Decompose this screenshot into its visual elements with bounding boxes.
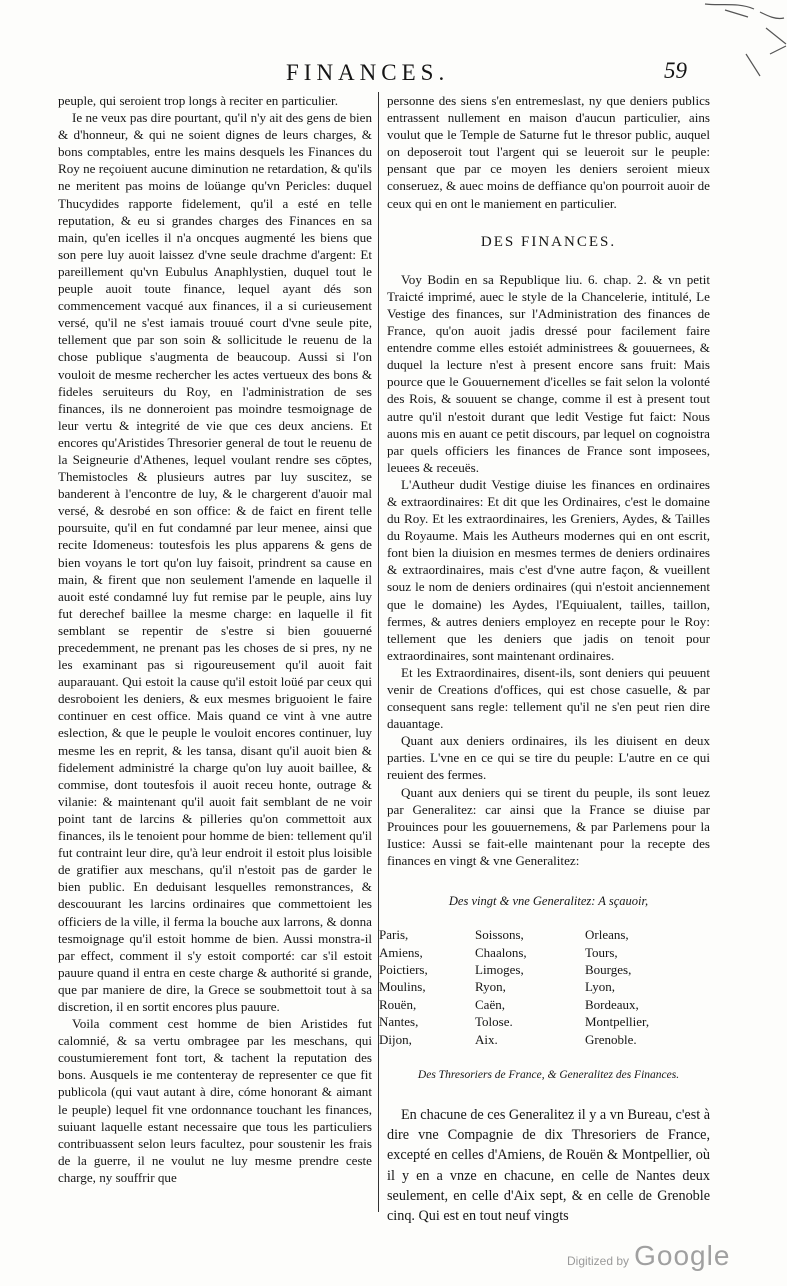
page-header <box>0 58 787 92</box>
right-column <box>379 92 711 1226</box>
list-item: Tolose. <box>475 1014 513 1030</box>
paragraph: Ie ne veux pas dire pourtant, qu'il n'y ait des gens de bien & d'honneur, & qui ne soient dignes de leurs charges, & bons comptables, entre les mains desquels les Finances du Roy ne reçoiuent aucune diminution ne retardation, & qu'ils ne meritent pas moins de loüange qu'vn Pericles: duquel Thucydides rapporte fidelement, qu'il a esté en telle reputation, & eu si grandes charges des Finances en sa main, qu'en icelles il n'a oncques augmenté les biens que son pere luy auoit laissez d'vne seule drachme d'argent: Et pareillement qu'vn Eubulus Anaphlystien, duquel tout le peuple auoit toute finance, lequel ayant dés son commencement vacqué aux finances, il a si curieusement versé, qu'il ne s'est iamais trouué court d'vne seule pite, tellement que par son soin & sollicitude le reuenu de la chose publique s'augmenta de beaucoup. Aussi si l'on vouloit de mesme rechercher les actes vertueux des bons & fideles seruiteurs du Roy, en l'administration de ses finances, ils ne donneroient pas moindre tesmoignage de leur vertu & integrité de vie que ces deux anciens. Et encores qu'Aristides Thresorier general de tout le reuenu de la Seigneurie d'Athenes, lequel voulant rendre ses cōptes, Themistocles & plusieurs autres par luy suscitez, se banderent à l'encontre de luy, & le chargerent d'auoir mal versé, & desrobé en son office: & de faict en firent telle poursuite, qu'il en fut condamné par leur menee, ainsi que recite Idomeneus: toutesfois les plus apparens & gens de bien voyans le tort qu'on luy faisoit, prindrent sa cause en main, & firent que non seulement l'amende en laquelle il auoit esté condamné luy fut remise par le peuple, ains luy fut derechef baillee la mesme charge: en laquelle il fit semblant se repentir de s'estre si bien gouuerné precedemment, ne prenant pas les choses de si pres, ny ne les examinant pas si rigoureusement qu'il auoit fait auparauant. Qui estoit la cause qu'il estoit loüé par ceux qui desroboient les deniers, & eux mesmes briguoient le faire continuer en cest office. Mais quand ce vint à vne autre eslection, & que le peuple le vouloit encores continuer, luy mesme les en reprit, & les tansa, disant qu'il auoit bien & fidelement administré la charge qu'on luy auoit baillee, & commise, dont toutesfois il auoit receu honte, outrage & vilanie: & maintenant qu'il auoit fait semblant de ne voir point tant de larcins & pilleries qu'on commettoit aux finances, ils le tenoient pour homme de bien: tellement qu'il fut contraint leur dire, qu'à leur endroit il estoit plus loisible de gratifier aux meschans, qu'il n'estoit pas de garder le bien public. En deduisant lesquelles remonstrances, & descouurant les larcins ordinaires que commettoient les officiers de la ville, il ferma la bouche aux larrons, & donna tesmoignage qu'il estoit homme de bien. Aussi monstra-il par effect, comment il s'y estoit comporté: car s'il estoit pauure quand il entra en ceste charge & authorité si grande, que par maniere de dire, la Grece se soubmettoit tout à sa discretion, il en sortit encores plus pauure. <box>58 110 372 1014</box>
list-item: Moulins, <box>379 979 426 995</box>
list-item: Orleans, <box>585 927 629 943</box>
paragraph: Voila comment cest homme de bien Aristides fut calomnié, & sa vertu ombragee par les meschans, qui coustumierement font tort, & tachent la reputation des bons. Ausquels ie me contenteray de representer ce que fit publicola (qui vaut autant à dire, cóme honorant & aimant le peuple) lequel fit vne ordonnance touchant les finances, suiuant laquelle estant necessaire que tous les particuliers contribuassent selon leurs facultez, pour soustenir les frais de la guerre, il ne voulut ne luy mesme prendre ceste charge, ny souffrir que <box>58 1016 372 1185</box>
list-item: Bourges, <box>585 961 632 977</box>
paragraph: Voy Bodin en sa Republique liu. 6. chap. 2. & vn petit Traicté imprimé, auec le style de la Chancelerie, intitulé, Le Vestige des finances, sur l'Administration des finances de France, qu'on auoit jadis dressé pour facilement faire entendre comme elles estoiét administrees & gouuernees, & duquel la lecture n'est à present encore sans fruit: Mais pource que le Gouuernement d'icelles se fait selon la volonté des Rois, & souuent se change, comme il est à present tout autre qu'il n'estoit durant que ledit Vestige fut faict: Nous auons mis en auant ce petit discours, par lequel on cognoistra par quels officiers les finances de France sont imposees, leuees & receuës. <box>387 271 710 475</box>
list-item: Amiens, <box>379 944 423 960</box>
list-item: Limoges, <box>475 961 524 977</box>
list-heading: Des vingt & vne Generalitez: A sçauoir, <box>448 894 649 909</box>
list-item: Lyon, <box>585 979 615 995</box>
paragraph: L'Autheur dudit Vestige diuise les finances en ordinaires & extraordinaires: Et dit que les Ordinaires, c'est le domaine du Roy. Et les extraordinaires, les Greniers, Aydes, & Tailles du Royaume. Mais les Autheurs modernes qui en ont escrit, font bien la diuision en mesmes termes de deniers ordinaires & extraordinaires, mais c'est d'vne autre façon, & vueillent souz le nom de deniers ordinaires (qui n'estoit anciennement que le domaine) les Aydes, l'Equiualent, tailles, taillon, fermes, & autres deniers employez en recepte pour le Roy: tellement que les deniers que jadis on tenoit pour extraordinaires, sont maintenant ordinaires. <box>387 476 710 663</box>
paragraph: En chacune de ces Generalitez il y a vn Bureau, c'est à dire vne Compagnie de dix Thresoriers de France, excepté en celles d'Amiens, de Rouën & Montpellier, où il y en a vnze en chacune, en celle de Nantes deux seulement, en celle d'Aix sept, & en celle de Grenoble cinq. Qui est en tout neuf vingts <box>387 1106 711 1224</box>
paragraph: peuple, qui seroient trop longs à reciter en particulier. <box>58 93 338 108</box>
running-title: FINANCES. <box>286 60 450 85</box>
watermark-brand: Google <box>634 1240 731 1271</box>
list-item: Tours, <box>585 944 618 960</box>
left-column <box>58 92 372 1186</box>
paragraph: Quant aux deniers ordinaires, ils les diuisent en deux parties. L'vne en ce qui se tire du peuple: L'autre en ce qui reuient des fermes. <box>387 733 710 783</box>
list-item: Ryon, <box>475 979 506 995</box>
list-item: Grenoble. <box>585 1031 637 1047</box>
page-number: 59 <box>664 58 687 83</box>
list-item: Paris, <box>379 927 409 943</box>
section-heading: DES FINANCES. <box>480 233 617 250</box>
list-item: Aix. <box>475 1031 498 1047</box>
list-item: Soissons, <box>475 927 524 943</box>
list-item: Poictiers, <box>379 961 428 977</box>
generalities-list <box>379 926 710 1048</box>
list-item: Bordeaux, <box>585 996 639 1012</box>
paragraph: Et les Extraordinaires, disent-ils, sont deniers qui peuuent venir de Creations d'offices, qui est chose casuelle, & par consequent sans regle: tellement qu'il ne s'en peut rien dire dauantage. <box>387 664 710 732</box>
paragraph: personne des siens s'en entremeslast, ny que deniers publics entrassent nullement en maison d'aucun particulier, ains voulut que le Temple de Saturne fut le thresor public, auquel on deposeroit tout l'argent qui se leueroit sur le peuple: pensant que par ce moyen les deniers seroient mieux conseruez, & auec moins de deffiance qu'on pourroit auoir de ceux qui en ont le maniement en particulier. <box>387 93 710 211</box>
list-item: Dijon, <box>379 1031 412 1047</box>
digitization-watermark <box>567 1240 730 1272</box>
table-caption: Des Thresoriers de France, & Generalitez des Finances. <box>417 1068 680 1081</box>
paragraph: Quant aux deniers qui se tirent du peuple, ils sont leuez par Generalitez: car ainsi que la France se diuise par Prouinces pour les gouuernemens, & par Parlemens pour la Iustice: Aussi se fait-elle maintenant pour la recepte des finances en vingt & vne Generalitez: <box>387 784 710 868</box>
watermark-prefix: Digitized by <box>567 1254 630 1268</box>
list-item: Rouën, <box>379 996 417 1012</box>
list-item: Chaalons, <box>475 944 527 960</box>
list-item: Montpellier, <box>585 1014 650 1030</box>
list-item: Caën, <box>475 996 505 1012</box>
list-item: Nantes, <box>379 1014 419 1030</box>
